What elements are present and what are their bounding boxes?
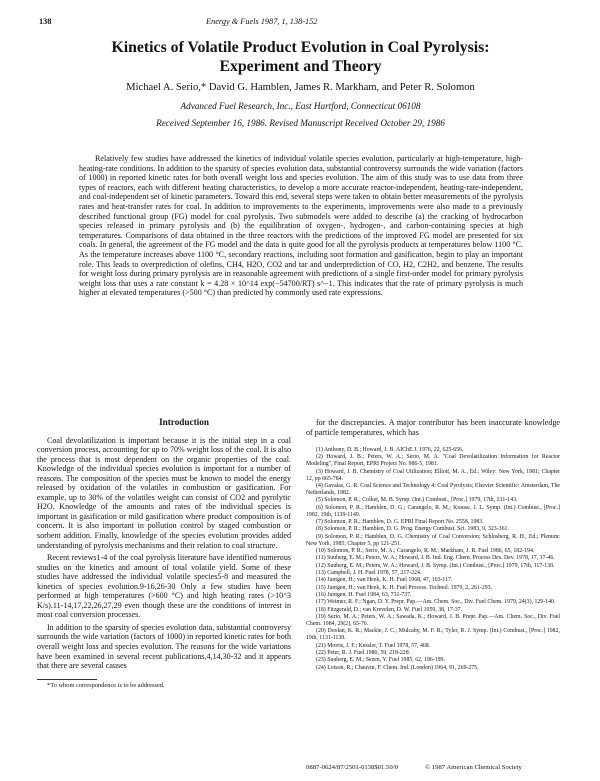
reference-item: (1) Anthony, D. B.; Howard, J. B. AIChE J. 1976, 22, 625-656. — [316, 447, 464, 454]
reference-item: (3) Howard, J. B. Chemistry of Coal Utilization; Elliott, M. A., Ed.; Wiley: New York, 1981; Chapter 12, pp 665-784. — [306, 468, 560, 482]
reference-item: (17) Weimer, R. F.; Ngan, D. Y. Prepr. Pap.—Am. Chem. Soc., Div. Fuel Chem. 1979, 24(3), 129-140. — [316, 599, 556, 606]
journal-citation: Energy & Fuels 1987, 1, 138-152 — [206, 17, 318, 26]
reference-item: (21) Morris, J. F.; Kessler, T. Fuel 1978, 57, 468. — [316, 642, 431, 649]
affiliation: Advanced Fuel Research, Inc., East Hartford, Connecticut 06108 — [180, 101, 421, 111]
reference-item: (18) Fitzgerald, D.; van Krevelen, D. W. Fuel 1959, 38, 17-37. — [316, 606, 463, 613]
reference-item: (2) Howard, J. B.; Peters, W. A.; Serio, M. A. "Coal Devolatilization Information for Reactor Modeling", Final Report, EPRI Project No. 986-5, 1981. — [306, 454, 560, 468]
reference-item: (16) Juntgen, H. Fuel 1984, 63, 731-737. — [316, 592, 412, 599]
reference-item: (13) Campbell, J. H. Fuel 1978, 57, 217-224. — [316, 569, 422, 576]
reference-item: (4) Gavalas, G. R. Coal Science and Technology 4: Coal Pyrolysis; Elsevier Scientific: Amsterdam, The Netherlands, 1982. — [306, 483, 560, 496]
reference-item: (8) Solomon, P. R.; Hamblen, D. G. Prog. Energy Combust. Sci. 1983, 9, 323-361. — [316, 526, 509, 533]
reference-item: (7) Solomon, P. R.; Hamblen, D. G. EPRI Final Report No. 2558, 1983. — [316, 518, 484, 525]
right-column — [306, 418, 560, 672]
title-line-1: Kinetics of Volatile Product Evolution in Coal Pyrolysis: — [111, 39, 490, 56]
page-number: 138 — [39, 17, 52, 26]
reference-item: (5) Solomon, P. R.; Colket, M. B. Symp. (Int.) Combust., [Proc.] 1979, 17th, 131-143. — [316, 497, 518, 504]
article-title — [39, 38, 562, 76]
intro-paragraph-2: Recent reviews1-4 of the coal pyrolysis literature have identified numerous studies on the kinetics and amount of total volatile yield. Some of these studies have addressed the individual volatile species5-8 and measured the kinetics of species evolution.9-16,26-30 Only a few studies have been performed at high temperatures (>600 °C) and high heating rates (>10^3 K/s).11-14,17,22,26,27,29 even though these are the conditions of interest in most coal conversion processes. — [37, 553, 291, 620]
reference-item: (15) Juntgen, H.; van Heek, K. H. Fuel Process. Technol. 1979, 2, 261-293. — [316, 584, 493, 591]
received-dates: Received September 16, 1986. Revised Manuscript Received October 29, 1986 — [156, 118, 445, 128]
reference-list — [306, 447, 560, 672]
abstract: Relatively few studies have addressed the kinetics of individual volatile species evolution, particularly at high-temperature, high-heating-rate conditions. In addition to the sparsity of species evolution data, substantial controversy surrounds the wide variation (factors of 1000) in reported kinetic rates for both overall weight loss and species evolution. The aim of this study was to use data from three types of reactors, each with different heating characteristics, to develop a more accurate reactor-independent, heating-rate-independent, and coal-independent set of kinetic parameters. Toward this end, several steps were taken to obtain better measurements of the pyrolysis rates and heat-transfer rates for coal. In addition to improvements to the experiments, improvements were also made to a previously described functional group (FG) model for coal pyrolysis. Two submodels were added to describe (a) the cracking of hydrocarbon species released in primary pyrolysis and (b) the equilibration of oxygen-, hydrogen-, and carbon-containing species at high temperatures. Comparisons of data obtained in the three reactors with the predictions of the improved FG model are presented for six coals. In general, the agreement of the FG model and the data is quite good for all the pyrolysis products at temperatures below 1100 °C. As the temperature increases above 1100 °C, secondary reactions, including soot formation and gasification, begin to play an important role. This leads to overprediction of olefins, CH4, H2O, CO2 and tar and underprediction of CO, H2, C2H2, and benzene. The results for weight loss during primary pyrolysis are in reasonable agreement with predictions of a single first-order model for primary pyrolysis weight loss that uses a rate constant k = 4.28 × 10^14 exp(−54700/RT) s^−1. This indicates that the rate of primary pyrolysis is much higher at elevated temperatures (>500 °C) than predicted by commonly used rate expressions. — [79, 154, 523, 298]
intro-paragraph-1: Coal devolatilization is important because it is the initial step in a coal conversion process, accounting for up to 70% weight loss of the coal. It is also the process that is most dependent on the organic properties of the coal. Knowledge of the individual species evolution is important for a number of reasons. The composition of the species must be known to model the energy released by oxidation of the volatiles in combustion or gasification. For example, up to 30% of the volatiles weight can consist of CO2 and pyrolytic H2O. Knowledge of the amounts and rates of the individual species is important in gasification or mild gasification where product composition is of concern. It is also important in pollution control by staged combustion or sorbent addition. Finally, knowledge of the species evolution provides added understanding of pyrolysis mechanisms and their relation to coal structure. — [37, 435, 291, 550]
reference-item: (11) Suuberg, E. M.; Peters, W. A.; Howard, J. B. Ind. Eng. Chem. Process Des. Dev. 1978, 17, 37-46. — [316, 555, 555, 562]
running-header — [39, 17, 562, 29]
reference-item: (9) Solomon, P. R.; Hamblen, D. G. Chemistry of Coal Conversion; Schlosberg, R. H., Ed.; Plenum: New York, 1985; Chapter 5, pp 121-251. — [306, 533, 560, 547]
author-list: Michael A. Serio,* David G. Hamblen, James R. Markham, and Peter R. Solomon — [126, 82, 475, 93]
left-column — [37, 418, 291, 690]
section-heading-introduction: Introduction — [159, 417, 209, 427]
reference-item: (12) Suuberg, E. M.; Peters, W. A.; Howard, J. B. Symp. (Int.) Combust., [Proc.] 1979, 17th, 117-130. — [316, 562, 555, 569]
article-code: 0887-0624/87/2501-0138$01.50/0 — [306, 764, 398, 771]
reference-item: (10) Solomon, P. R.; Serio, M. A.; Carangelo, R. M.; Markham, J. R. Fuel 1986, 65, 182-194. — [316, 547, 535, 554]
reference-item: (23) Suuberg, E. M.; Sezen, Y. Fuel 1985, 62, 196-199. — [316, 657, 445, 664]
reference-item: (20) Doolan, K. R.; Mackie, J. C.; Mulcahy, M. F. R.; Tyler, R. J. Symp. (Int.) Combust., [Proc.] 1982, 19th, 1131-1139. — [306, 628, 560, 642]
correspondence-footnote: *To whom correspondence is to be addressed. — [47, 681, 165, 689]
intro-paragraph-3: In addition to the sparsity of species evolution data, substantial controversy surrounds the wide variation (factors of 1000) in reported kinetic rates for both overall weight loss and species evolution. The reasons for the wide variations have been examined in several recent publications,4,14,30-32 and it appears that there are several causes — [37, 622, 291, 671]
reference-item: (19) Serio, M. A.; Peters, W. A.; Sawada, K.; Howard, J. B. Prepr. Pap.—Am. Chem. Soc., Div. Fuel Chem. 1984, 29(2), 65-76. — [306, 614, 560, 627]
title-line-2: Experiment and Theory — [219, 58, 382, 75]
reference-item: (14) Juntgen, H.; van Heek, K. H. Fuel 1968, 47, 103-117. — [316, 577, 453, 584]
copyright-notice: © 1987 American Chemical Society — [425, 764, 522, 771]
reference-item: (6) Solomon, P. R.; Hamblen, D. G.; Carangelo, R. M.; Krause, J. L. Symp. (Int.) Combust., [Proc.] 1982, 19th, 1139-1149. — [306, 504, 560, 518]
reference-item: (24) Loison, R.; Chauvin, F. Chem. Ind. (London) 1964, 91, 269-275. — [316, 664, 479, 671]
continuation-text: for the discrepancies. A major contributor has been inaccurate knowledge of particle temperatures, which has — [306, 418, 560, 437]
reference-item: (22) Peter, R. J. Fuel 1980, 59, 218-228. — [316, 649, 411, 656]
footnote-divider — [37, 679, 97, 680]
